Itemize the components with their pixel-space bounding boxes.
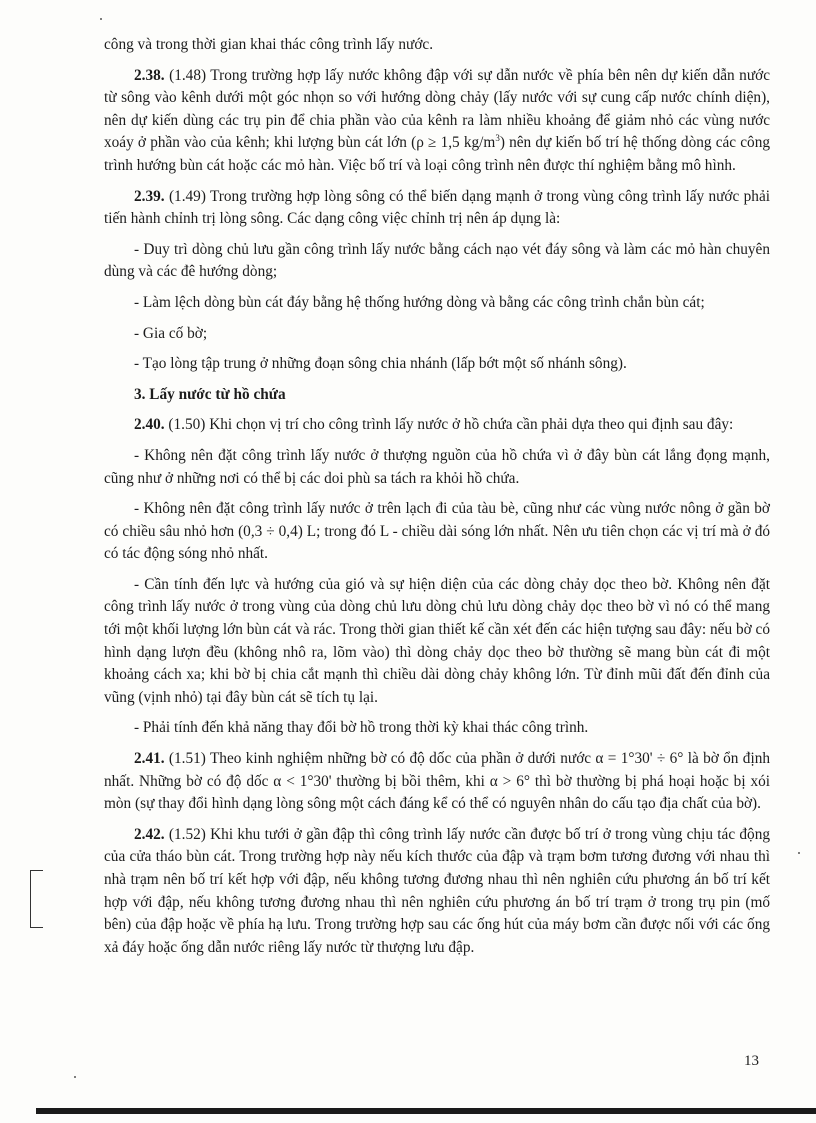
scan-speck (74, 1076, 76, 1078)
paragraph-2-39 (104, 186, 770, 231)
bottom-rule (36, 1108, 816, 1114)
page-number: 13 (744, 1053, 759, 1069)
paragraph-text: (1.52) Khi khu tưới ở gần đập thì công trình lấy nước cần được bố trí ở trong vùng chịu tác động của cửa tháo bùn cát. Trong trường hợp này nếu kích thước của đập và trạm bơm tương đương với nhau thì nhà trạm nên bố trí kết hợp với đập, nếu không tương đương nhau thì nên nghiên cứu phương án bố trí kết hợp với đập, nếu không tương đương nhau thì nên nghiên cứu phương án bố trí trạm ở trong trụ pin (mố bên) của đập hoặc về phía hạ lưu. Trong trường hợp sau các ống hút của máy bơm cần được nối với các ống xả đáy hoặc ống dẫn nước riêng lấy nước từ thượng lưu đập. (104, 825, 770, 956)
list-item: - Không nên đặt công trình lấy nước ở trên lạch đi của tàu bè, cũng như các vùng nước nông ở gần bờ có chiều sâu nhỏ hơn (0,3 ÷ 0,4) L; trong đó L - chiều dài sóng lớn nhất. Nên ưu tiên chọn các vị trí mà ở đó có tác động sóng nhỏ nhất. (104, 500, 770, 563)
paragraph-text: (1.48) Trong trường hợp lấy nước không đập với sự dẫn nước về phía bên nên dự kiến dẫn nước từ sông vào kênh dưới một góc nhọn so với hướng dòng chảy (lấy nước với sự cung cấp nước chính diện), nên dự kiến dùng các trụ pin để chia phần vào của kênh ra làm nhiều khoảng để giảm nhỏ các vùng nước xoáy ở phần vào của kênh; khi lượng bùn cát lớn (ρ ≥ 1,5 kg/m (104, 66, 770, 152)
scan-speck (100, 18, 102, 20)
list-item: - Gia cố bờ; (134, 324, 208, 342)
paragraph-text: (1.51) Theo kinh nghiệm những bờ có độ dốc của phần ở dưới nước α = 1°30' ÷ 6° là bờ ổn định nhất. Những bờ có độ dốc α < 1°30' thường bị bồi thêm, khi α > 6° thì bờ thường bị phá hoại hoặc bị xói mòn (sự thay đổi hình dạng lòng sông một cách đáng kể có thể có nguyên nhân do cấu tạo địa chất của bờ). (104, 750, 770, 813)
clause-number: 2.42. (134, 825, 165, 843)
page-body (104, 34, 770, 967)
superscript: 3 (495, 133, 500, 144)
margin-bracket-mark (30, 870, 43, 928)
list-item: - Làm lệch dòng bùn cát đáy bằng hệ thống hướng dòng và bằng các công trình chắn bùn cát; (134, 293, 705, 311)
scan-speck (798, 852, 800, 854)
list-item: - Cần tính đến lực và hướng của gió và sự hiện diện của các dòng chảy dọc theo bờ. Không nên đặt công trình lấy nước ở trong vùng của dòng chủ lưu dòng chủ lưu dòng chảy dọc theo bờ vì nó có thể mang tới một khối lượng lớn bùn cát và rác. Trong thời gian thiết kế cần xét đến các hiện tượng sau đây: nếu bờ có hình dạng lượn đều (không nhô ra, lõm vào) thì dòng chảy dọc theo bờ thường sẽ mang bùn cát đi một khoảng cách xa; khi bờ bị chia cắt mạnh thì chiều dài dòng chảy không lớn. Từ đỉnh mũi đất đến đỉnh của vũng (vịnh nhỏ) tại đây bùn cát sẽ tích tụ lại. (104, 575, 770, 706)
paragraph-text: (1.50) Khi chọn vị trí cho công trình lấy nước ở hồ chứa cần phải dựa theo qui định sau đây: (164, 416, 734, 434)
paragraph-2-42 (104, 824, 770, 960)
clause-number: 2.39. (134, 187, 165, 205)
clause-number: 2.38. (134, 66, 165, 84)
paragraph-text: ) nên dự kiến bố trí hệ thống dòng các công trình hướng bùn cát hoặc các mỏ hàn. Việc bố trí và loại công trình nên được thí nghiệm bằng mô hình. (104, 134, 770, 174)
section-heading: 3. Lấy nước từ hồ chứa (134, 385, 286, 403)
list-item: - Tạo lòng tập trung ở những đoạn sông chia nhánh (lấp bớt một số nhánh sông). (134, 355, 627, 373)
list-item: - Duy trì dòng chủ lưu gần công trình lấy nước bằng cách nạo vét đáy sông và làm các mỏ hàn chuyên dùng và các đê hướng dòng; (104, 240, 770, 281)
paragraph-continuation: công và trong thời gian khai thác công trình lấy nước. (104, 36, 434, 53)
paragraph-2-40 (104, 414, 770, 437)
paragraph-text: (1.49) Trong trường hợp lòng sông có thể biến dạng mạnh ở trong vùng công trình lấy nước phải tiến hành chỉnh trị lòng sông. Các dạng công việc chỉnh trị nên áp dụng là: (104, 187, 770, 228)
clause-number: 2.40. (134, 416, 165, 434)
paragraph-2-38 (104, 65, 770, 178)
list-item: - Không nên đặt công trình lấy nước ở thượng nguồn của hồ chứa vì ở đây bùn cát lắng đọng mạnh, cũng như ở những nơi có thể bị các doi phù sa tách ra khỏi hồ chứa. (104, 446, 770, 487)
paragraph-2-41 (104, 748, 770, 816)
list-item: - Phải tính đến khả năng thay đổi bờ hồ trong thời kỳ khai thác công trình. (134, 719, 589, 737)
clause-number: 2.41. (134, 750, 165, 768)
